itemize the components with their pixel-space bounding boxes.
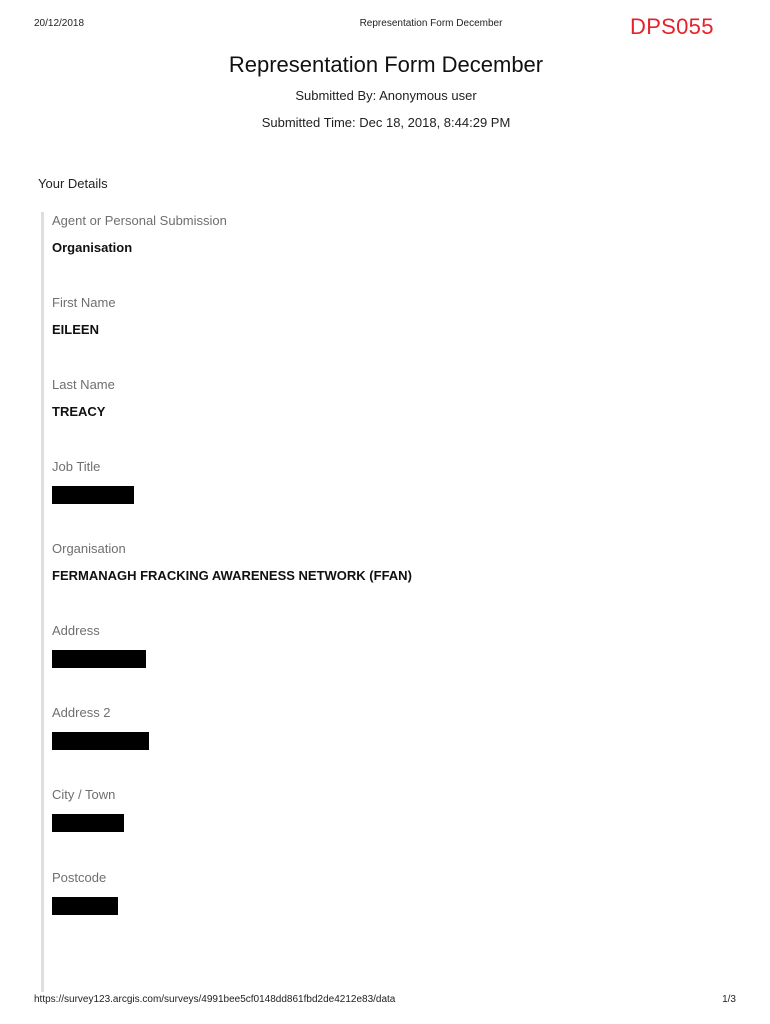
field-postcode (52, 870, 118, 915)
redacted-value (52, 486, 134, 504)
form-title: Representation Form December (228, 52, 544, 77)
field-value: EILEEN (52, 322, 99, 337)
submitted-time: Submitted Time: Dec 18, 2018, 8:44:29 PM (261, 115, 511, 130)
field-last-name (52, 377, 115, 420)
redacted-value (52, 650, 146, 668)
field-value: FERMANAGH FRACKING AWARENESS NETWORK (FFAN) (52, 568, 412, 583)
field-agent-or-personal (52, 213, 227, 256)
print-date: 20/12/2018 (34, 18, 85, 29)
page-number: 1/3 (722, 994, 736, 1005)
field-label: City / Town (52, 787, 116, 802)
redacted-value (52, 897, 118, 915)
submitted-by: Submitted By: Anonymous user (295, 88, 477, 103)
field-label: Organisation (52, 541, 126, 556)
field-first-name (52, 295, 116, 338)
redacted-value (52, 814, 124, 832)
field-label: Postcode (52, 870, 107, 885)
section-title: Your Details (38, 176, 108, 191)
field-label: Agent or Personal Submission (52, 213, 227, 228)
document-reference-stamp: DPS055 (630, 14, 714, 39)
field-job-title (52, 459, 134, 504)
field-value: Organisation (52, 240, 133, 255)
field-label: First Name (52, 295, 116, 310)
field-label: Address (52, 623, 100, 638)
section-divider (41, 212, 44, 992)
field-label: Last Name (52, 377, 115, 392)
print-header-title: Representation Form December (359, 18, 503, 29)
redacted-value (52, 732, 149, 750)
field-address (52, 623, 146, 668)
field-label: Job Title (52, 459, 101, 474)
field-address-2 (52, 705, 149, 750)
footer-url: https://survey123.arcgis.com/surveys/4991bee5cf0148dd861fbd2de4212e83/data (34, 994, 396, 1005)
field-city-town (52, 787, 124, 832)
field-organisation (52, 541, 412, 584)
field-label: Address 2 (52, 705, 111, 720)
field-value: TREACY (52, 404, 106, 419)
